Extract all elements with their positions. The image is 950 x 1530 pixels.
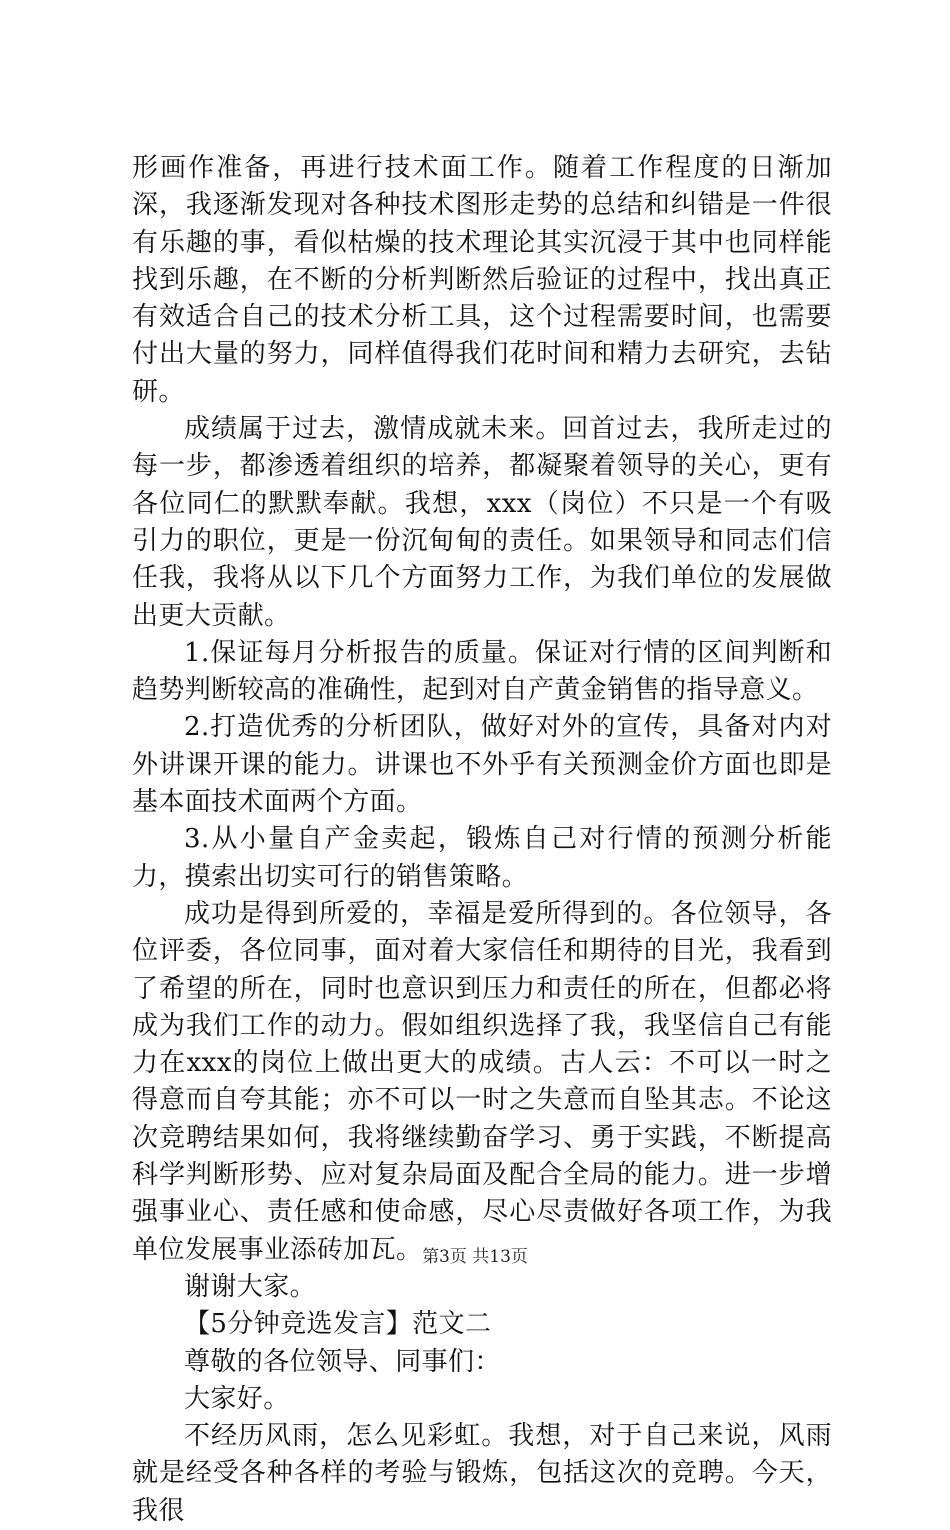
salutation: 尊敬的各位领导、同事们：	[184, 1346, 501, 1377]
page-number: 第3页 共13页	[422, 1247, 528, 1267]
paragraph-closing: 成功是得到所爱的，幸福是爱所得到的。各位领导，各位评委，各位同事，面对着大家信任和期待的目光，我看到了希望的所在，同时也意识到压力和责任的所在，但都必将成为我们工作的动力。假如组织选择了我，我坚信自己有能力在xxx的岗位上做出更大的成绩。古人云：不可以一时之得意而自夸其能；亦不可以一时之失意而自坠其志。不论这次竞聘结果如何，我将继续勤奋学习、勇于实践，不断提高科学判断形势、应对复杂局面及配合全局的能力。进一步增强事业心、责任感和使命感，尽心尽责做好各项工作，为我单位发展事业添砖加瓦。	[132, 898, 832, 1265]
section-heading: 【5分钟竞选发言】范文二	[184, 1309, 492, 1340]
paragraph-opening: 不经历风雨，怎么见彩虹。我想，对于自己来说，风雨就是经受各种各样的考验与锻炼，包括这次的竞聘。今天，我很	[132, 1421, 832, 1526]
paragraph-continuation: 形画作准备，再进行技术面工作。随着工作程度的日渐加深，我逐渐发现对各种技术图形走势的总结和纠错是一件很有乐趣的事，看似枯燥的技术理论其实沉浸于其中也同样能找到乐趣，在不断的分析判断然后验证的过程中，找出真正有效适合自己的技术分析工具，这个过程需要时间，也需要付出大量的努力，同样值得我们花时间和精力去研究，去钻研。	[132, 153, 832, 407]
paragraph-thanks: 谢谢大家。	[184, 1271, 317, 1302]
paragraph-achievements: 成绩属于过去，激情成就未来。回首过去，我所走过的每一步，都渗透着组织的培养，都凝聚着领导的关心，更有各位同仁的默默奉献。我想，xxx（岗位）不只是一个有吸引力的职位，更是一份沉甸甸的责任。如果领导和同志们信任我，我将从以下几个方面努力工作，为我们单位的发展做出更大贡献。	[132, 414, 832, 631]
list-item-1: 1.保证每月分析报告的质量。保证对行情的区间判断和趋势判断较高的准确性，起到对自产黄金销售的指导意义。	[132, 637, 832, 706]
list-item-3: 3.从小量自产金卖起，锻炼自己对行情的预测分析能力，摸索出切实可行的销售策略。	[132, 824, 832, 892]
document-body	[132, 150, 832, 1530]
list-item-2: 2.打造优秀的分析团队，做好对外的宣传，具备对内对外讲课开课的能力。讲课也不外乎有关预测金价方面也即是基本面技术面两个方面。	[132, 712, 832, 818]
greeting: 大家好。	[184, 1383, 290, 1414]
